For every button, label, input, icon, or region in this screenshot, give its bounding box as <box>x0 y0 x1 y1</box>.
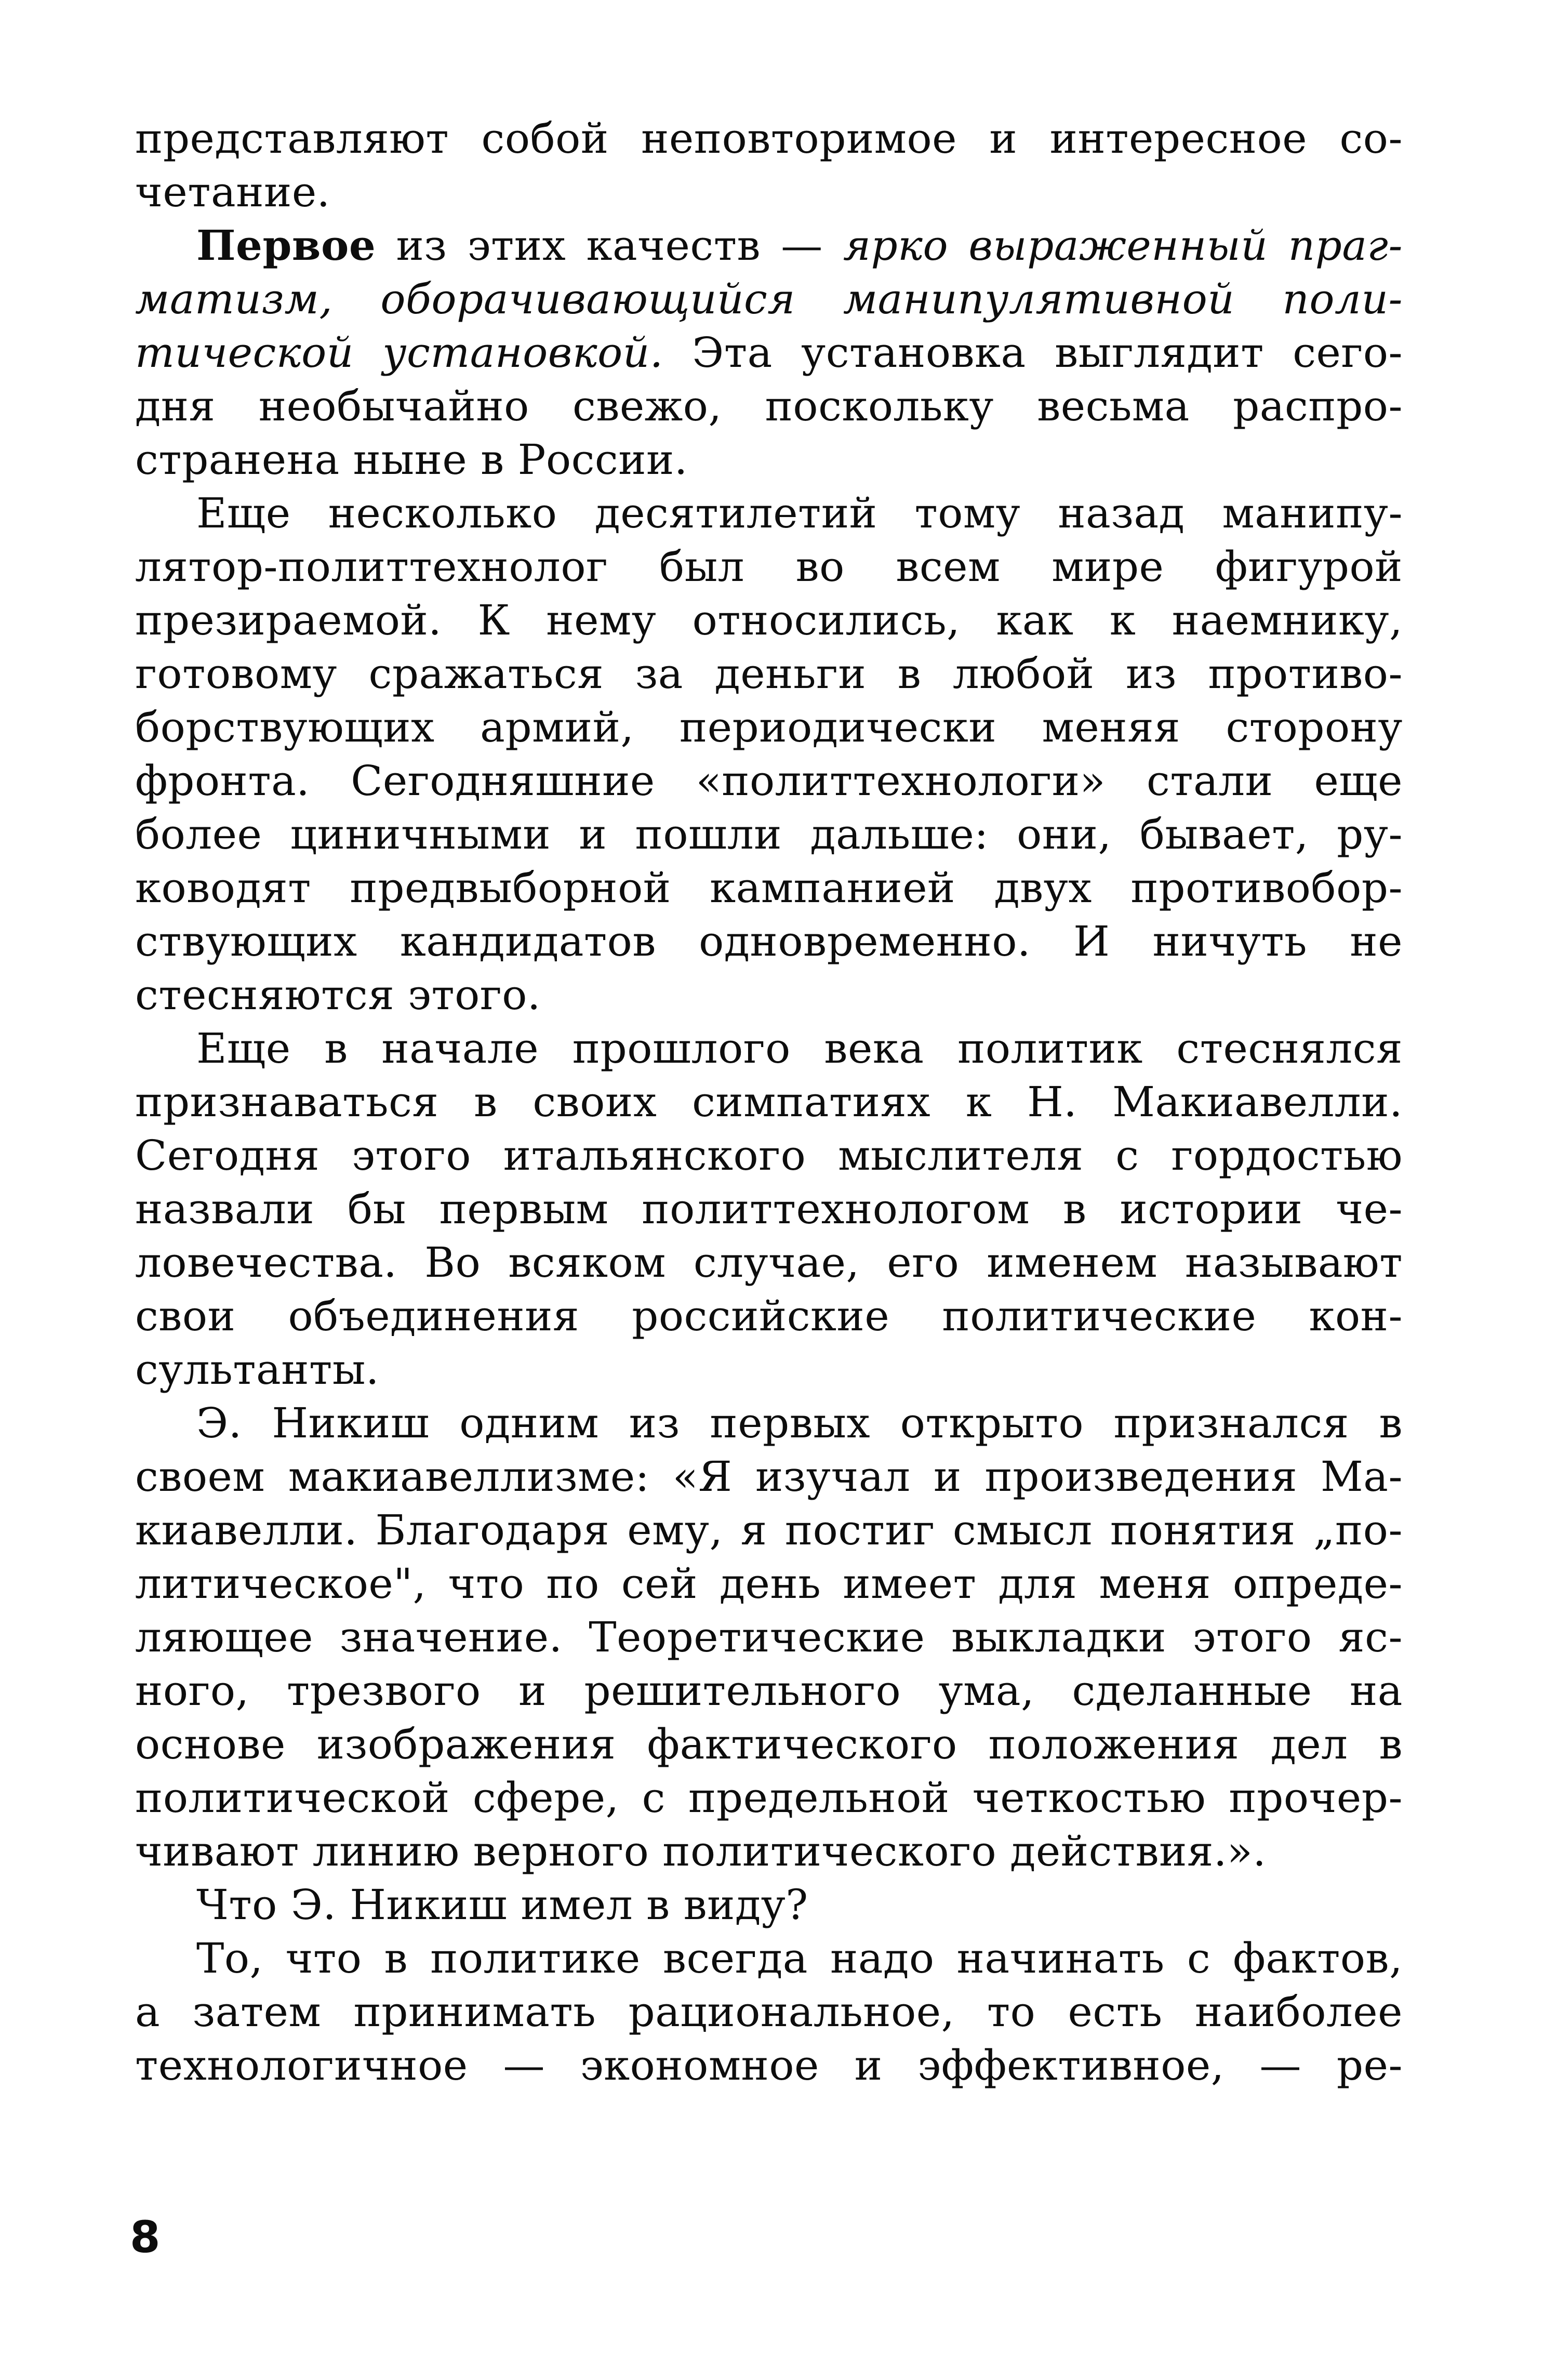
text-line: Э. Никиш одним из первых открыто признался в <box>196 1399 1403 1447</box>
text-fragment: из этих качеств — <box>376 221 843 270</box>
text-line: политической сфере, с предельной четкостью прочер- <box>135 1774 1403 1822</box>
text-line: своем макиавеллизме: «Я изучал и произведения Ма- <box>135 1452 1403 1501</box>
text-line: матизм, оборачивающийся манипулятивной поли- <box>135 275 1403 323</box>
text-line: чивают линию верного политического действия.». <box>135 1827 1267 1875</box>
text-line: фронта. Сегодняшние «политтехнологи» стали еще <box>135 757 1403 805</box>
text-line: ляющее значение. Теоретические выкладки этого яс- <box>135 1613 1403 1661</box>
text-line: ствующих кандидатов одновременно. И ничуть не <box>135 917 1403 966</box>
text-line <box>135 326 1403 379</box>
text-line <box>135 219 1403 272</box>
document-page <box>135 112 1403 2092</box>
text-line: Сегодня этого итальянского мыслителя с гордостью <box>135 1131 1403 1180</box>
text-line: более циничными и пошли дальше: они, бывает, ру- <box>135 810 1403 858</box>
text-line: То, что в политике всегда надо начинать с фактов, <box>196 1934 1403 1982</box>
text-line: странена ныне в России. <box>135 435 688 484</box>
text-line: литическое", что по сей день имеет для меня опреде- <box>135 1559 1403 1608</box>
text-line: технологичное — экономное и эффективное, — ре- <box>135 2041 1403 2090</box>
text-line: ловечества. Во всяком случае, его именем называют <box>135 1238 1403 1287</box>
text-line: Еще несколько десятилетий тому назад манипу- <box>196 489 1403 537</box>
text-line: дня необычайно свежо, поскольку весьма распро- <box>135 382 1403 430</box>
text-line: готовому сражаться за деньги в любой из противо- <box>135 650 1403 698</box>
italic-fragment: тической установкой. <box>135 328 663 377</box>
text-line: ководят предвыборной кампанией двух противобор- <box>135 864 1403 912</box>
page-number: 8 <box>130 2212 161 2263</box>
text-line: четание. <box>135 168 330 216</box>
italic-fragment: ярко выраженный праг- <box>843 221 1403 270</box>
text-line: Что Э. Никиш имел в виду? <box>196 1881 808 1929</box>
text-line: а затем принимать рациональное, то есть наиболее <box>135 1988 1403 2036</box>
text-line: киавелли. Благодаря ему, я постиг смысл понятия „по- <box>135 1506 1403 1554</box>
text-line: основе изображения фактического положения дел в <box>135 1720 1403 1768</box>
text-line: сультанты. <box>135 1345 379 1394</box>
text-line: представляют собой неповторимое и интересное со- <box>135 114 1403 163</box>
text-line: Еще в начале прошлого века политик стеснялся <box>196 1024 1403 1073</box>
bold-term: Первое <box>196 221 376 270</box>
text-line: стесняются этого. <box>135 971 541 1019</box>
text-line: свои объединения российские политические кон- <box>135 1292 1403 1340</box>
text-line: лятор-политтехнолог был во всем мире фигурой <box>135 543 1403 591</box>
text-line: презираемой. К нему относились, как к наемнику, <box>135 596 1403 644</box>
text-line: борствующих армий, периодически меняя сторону <box>135 703 1403 751</box>
text-line: признаваться в своих симпатиях к Н. Макиавелли. <box>135 1078 1403 1126</box>
text-line: ного, трезвого и решительного ума, сделанные на <box>135 1667 1403 1715</box>
text-fragment: Эта установка выглядит сего- <box>663 328 1403 377</box>
text-line: назвали бы первым политтехнологом в истории че- <box>135 1185 1403 1233</box>
